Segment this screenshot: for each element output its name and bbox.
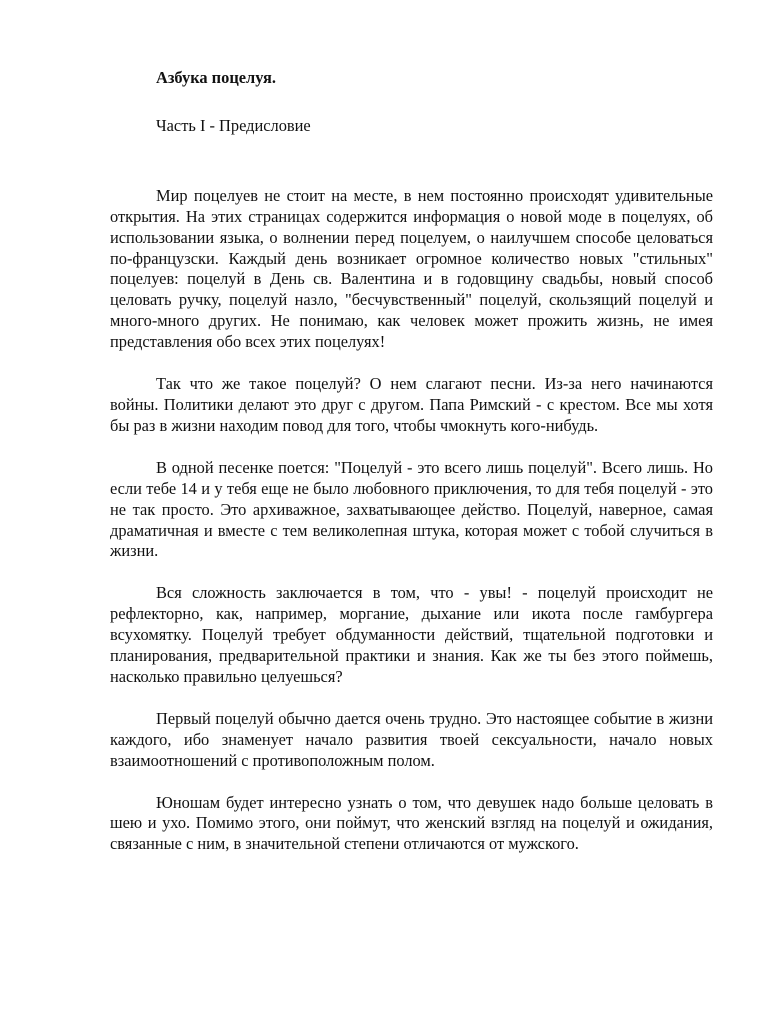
document-title: Азбука поцелуя. [156,68,276,87]
paragraph-4: Вся сложность заключается в том, что - увы! - поцелуй происходит не рефлекторно, как, например, моргание, дыхание или икота после гамбургера всухомятку. Поцелуй требует обдуманности действий, тщательной подготовки и планирования, предварительной практики и знания. Как же ты без этого поймешь, насколько правильно целуешься? [110,583,713,686]
paragraph-3: В одной песенке поется: "Поцелуй - это всего лишь поцелуй". Всего лишь. Но если тебе 14 и у тебя еще не было любовного приключения, то для тебя поцелуй - это не так просто. Это архиважное, захватывающее действо. Поцелуй, наверное, самая драматичная и вместе с тем великолепная штука, которая может с тобой случиться в жизни. [110,457,713,561]
paragraph-5: Первый поцелуй обычно дается очень трудно. Это настоящее событие в жизни каждого, ибо знаменует начало развития твоей сексуальности, начало новых взаимоотношений с противоположным полом. [110,708,713,770]
document-page [110,68,713,855]
paragraph-1: Мир поцелуев не стоит на месте, в нем постоянно происходят удивительные открытия. На этих страницах содержится информация о новой моде в поцелуях, об использовании языка, о волнении перед поцелуем, о наилучшем способе целоваться по-французски. Каждый день возникает огромное количество новых "стильных" поцелуев: поцелуй в День св. Валентина и в годовщину свадьбы, новый способ целовать ручку, поцелуй назло, "бесчувственный" поцелуй, скользящий поцелуй и много-много других. Не понимаю, как человек может прожить жизнь, не имея представления обо всех этих поцелуях! [110,185,713,352]
paragraph-2: Так что же такое поцелуй? О нем слагают песни. Из-за него начинаются войны. Политики делают это друг с другом. Папа Римский - с крестом. Все мы хотя бы раз в жизни находим повод для того, чтобы чмокнуть кого-нибудь. [110,374,713,435]
document-subtitle: Часть I - Предисловие [156,115,311,135]
paragraph-6: Юношам будет интересно узнать о том, что девушек надо больше целовать в шею и ухо. Помимо этого, они поймут, что женский взгляд на поцелуй и ожидания, связанные с ним, в значительной степени отличаются от мужского. [110,792,713,854]
